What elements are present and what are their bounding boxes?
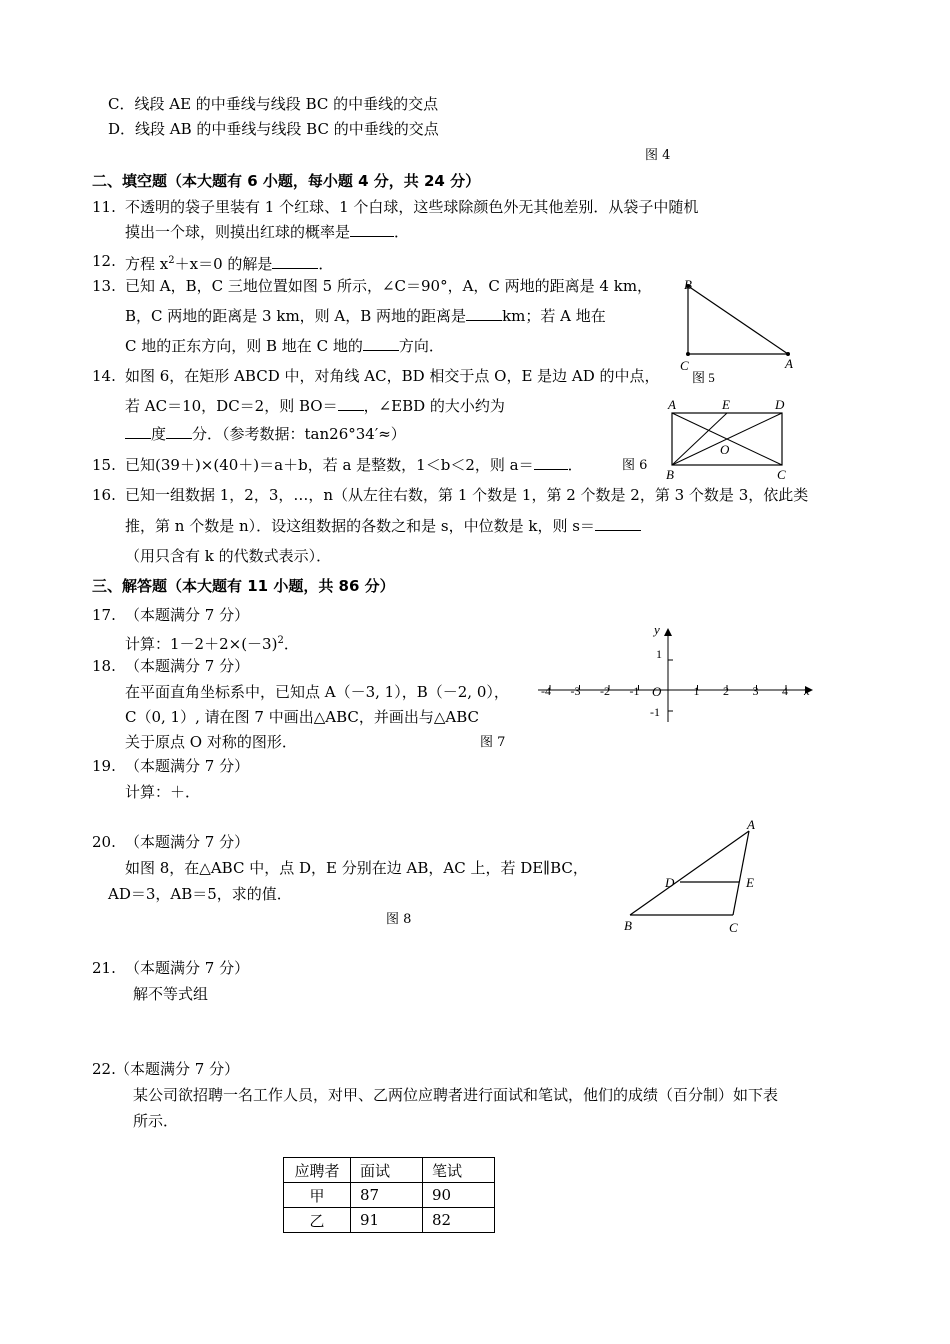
q22-line2: 所示． bbox=[133, 1112, 179, 1130]
option-c: C．线段 AE 的中垂线与线段 BC 的中垂线的交点 bbox=[108, 95, 439, 113]
q18-score: （本题满分 7 分） bbox=[125, 657, 250, 675]
answer-blank[interactable] bbox=[272, 254, 318, 269]
answer-blank[interactable] bbox=[534, 455, 568, 470]
q14-line1: 如图 6，在矩形 ABCD 中，对角线 AC，BD 相交于点 O，E 是边 AD 的中点， bbox=[125, 367, 660, 385]
q13-line2: B，C 两地的距离是 3 km，则 A，B 两地的距离是 km；若 A 地在 bbox=[125, 307, 606, 325]
table-header-row bbox=[284, 1158, 495, 1183]
q17-text: 计算：$1-2+2\times(-3)^2$． bbox=[125, 635, 299, 653]
label-d: D bbox=[665, 875, 675, 890]
q20-number: 20. bbox=[92, 833, 116, 851]
label-c: C bbox=[680, 358, 689, 373]
figure-6-caption: 图 6 bbox=[622, 458, 648, 473]
q14-line3: 度 分．（参考数据：tan26°34′≈） bbox=[125, 424, 406, 444]
q12-text: 方程 $x^2+x=0$ 的解是 ． bbox=[125, 255, 334, 273]
answer-blank[interactable] bbox=[338, 396, 364, 411]
q20-score: （本题满分 7 分） bbox=[125, 833, 250, 851]
q22-line1: 某公司欲招聘一名工作人员，对甲、乙两位应聘者进行面试和笔试，他们的成绩（百分制）如下表 bbox=[133, 1086, 779, 1104]
q17-score: （本题满分 7 分） bbox=[125, 606, 250, 624]
cell-applicant: 甲 bbox=[284, 1183, 351, 1208]
label-c: C bbox=[729, 920, 738, 935]
q13-number: 13. bbox=[92, 277, 116, 295]
figure-7-axes bbox=[530, 622, 820, 722]
label-e: E bbox=[722, 397, 730, 412]
answer-blank[interactable] bbox=[166, 424, 192, 439]
cell-applicant: 乙 bbox=[284, 1208, 351, 1233]
q12-number: 12. bbox=[92, 252, 116, 270]
section-3-heading: 三、解答题（本大题有 11 小题，共 86 分） bbox=[92, 577, 395, 595]
y-tick-1: 1 bbox=[656, 647, 662, 661]
label-d: D bbox=[775, 397, 785, 412]
answer-blank[interactable] bbox=[595, 516, 641, 531]
q13-line3: C 地的正东方向，则 B 地在 C 地的 方向． bbox=[125, 337, 444, 355]
figure-6-rectangle bbox=[660, 396, 800, 482]
q20-line2: AD＝3，AB＝5，求的值． bbox=[108, 885, 292, 903]
score-table bbox=[283, 1157, 495, 1233]
q18-line2: C（0, 1）, 请在图 7 中画出△ABC，并画出与△ABC bbox=[125, 708, 480, 726]
table-row bbox=[284, 1183, 495, 1208]
y-tick-neg1: -1 bbox=[650, 705, 660, 719]
figure-5-caption: 图 5 bbox=[692, 370, 715, 385]
q14-number: 14. bbox=[92, 367, 116, 385]
q18-line3: 关于原点 O 对称的图形． bbox=[125, 733, 297, 751]
q22-number: 22. bbox=[92, 1060, 116, 1078]
header-applicant: 应聘者 bbox=[284, 1158, 351, 1183]
q21-number: 21. bbox=[92, 959, 116, 977]
origin-label: O bbox=[652, 684, 662, 699]
figure-4-caption: 图 4 bbox=[645, 148, 671, 163]
cell-interview: 91 bbox=[351, 1208, 423, 1233]
x-tick-label: 4 bbox=[782, 684, 788, 698]
answer-blank[interactable] bbox=[350, 222, 394, 237]
q15-number: 15. bbox=[92, 456, 116, 474]
cell-written: 82 bbox=[423, 1208, 495, 1233]
x-tick-label: 1 bbox=[693, 684, 700, 698]
label-c: C bbox=[777, 467, 786, 482]
label-a: A bbox=[747, 817, 755, 832]
cell-written: 90 bbox=[423, 1183, 495, 1208]
figure-8-caption: 图 8 bbox=[386, 912, 412, 927]
q20-line1: 如图 8，在△ABC 中，点 D，E 分别在边 AB，AC 上，若 DE∥BC， bbox=[125, 859, 588, 877]
x-tick-label: -3 bbox=[570, 684, 581, 698]
q13-line1: 已知 A，B，C 三地位置如图 5 所示，∠C＝90°，A，C 两地的距离是 4 km， bbox=[125, 277, 653, 295]
table-row bbox=[284, 1208, 495, 1233]
q18-line1: 在平面直角坐标系中，已知点 A（－3, 1），B（－2, 0）， bbox=[125, 683, 509, 701]
q19-score: （本题满分 7 分） bbox=[125, 757, 250, 775]
label-b: B bbox=[684, 277, 692, 292]
x-axis-label: x bbox=[804, 683, 810, 698]
option-d: D．线段 AB 的中垂线与线段 BC 的中垂线的交点 bbox=[108, 120, 439, 138]
x-tick-label: -4 bbox=[541, 684, 551, 698]
q16-line2: 推，第 n 个数是 n）．设这组数据的各数之和是 s，中位数是 k，则 s＝ bbox=[125, 516, 641, 536]
q21-text: 解不等式组 bbox=[133, 985, 209, 1003]
x-tick-label: 2 bbox=[723, 684, 729, 698]
cell-interview: 87 bbox=[351, 1183, 423, 1208]
label-b: B bbox=[666, 467, 674, 482]
q16-line3: （用只含有 k 的代数式表示）． bbox=[125, 547, 332, 565]
label-a: A bbox=[668, 397, 676, 412]
label-b: B bbox=[624, 918, 632, 933]
label-e: E bbox=[746, 875, 754, 890]
answer-blank[interactable] bbox=[125, 424, 151, 439]
q14-line2: 若 AC＝10，DC＝2，则 BO＝ ，∠EBD 的大小约为 bbox=[125, 397, 505, 415]
q18-number: 18. bbox=[92, 657, 116, 675]
label-o: O bbox=[720, 442, 730, 457]
q21-score: （本题满分 7 分） bbox=[125, 959, 250, 977]
q16-line1: 已知一组数据 1，2，3，…，n（从左往右数，第 1 个数是 1，第 2 个数是 2，第 3 个数是 3，依此类 bbox=[125, 486, 809, 504]
figure-7-caption: 图 7 bbox=[480, 735, 506, 750]
figure-8-triangle bbox=[620, 815, 770, 937]
q11-line1: 不透明的袋子里装有 1 个红球、1 个白球，这些球除颜色外无其他差别．从袋子中随机 bbox=[125, 198, 699, 216]
label-a: A bbox=[785, 356, 793, 371]
header-interview: 面试 bbox=[351, 1158, 423, 1183]
figure-5-triangle bbox=[670, 276, 810, 386]
q16-number: 16. bbox=[92, 486, 116, 504]
q11-line2: 摸出一个球，则摸出红球的概率是 ． bbox=[125, 223, 410, 241]
q19-number: 19. bbox=[92, 757, 116, 775]
answer-blank[interactable] bbox=[363, 336, 399, 351]
q11-number: 11. bbox=[92, 198, 116, 216]
q17-number: 17. bbox=[92, 606, 116, 624]
answer-blank[interactable] bbox=[466, 306, 502, 321]
x-tick-label: -2 bbox=[600, 684, 610, 698]
x-tick-label: 3 bbox=[752, 684, 759, 698]
section-2-heading: 二、填空题（本大题有 6 小题，每小题 4 分，共 24 分） bbox=[92, 172, 481, 190]
header-written: 笔试 bbox=[423, 1158, 495, 1183]
y-axis-label: y bbox=[654, 622, 660, 637]
x-tick-label: -1 bbox=[629, 684, 640, 698]
q19-text: 计算：＋． bbox=[125, 783, 201, 801]
q22-score: （本题满分 7 分） bbox=[115, 1060, 240, 1078]
q15-text: 已知(39＋)×(40＋)＝a＋b，若 a 是整数，1＜b＜2，则 a＝ ． bbox=[125, 456, 583, 474]
